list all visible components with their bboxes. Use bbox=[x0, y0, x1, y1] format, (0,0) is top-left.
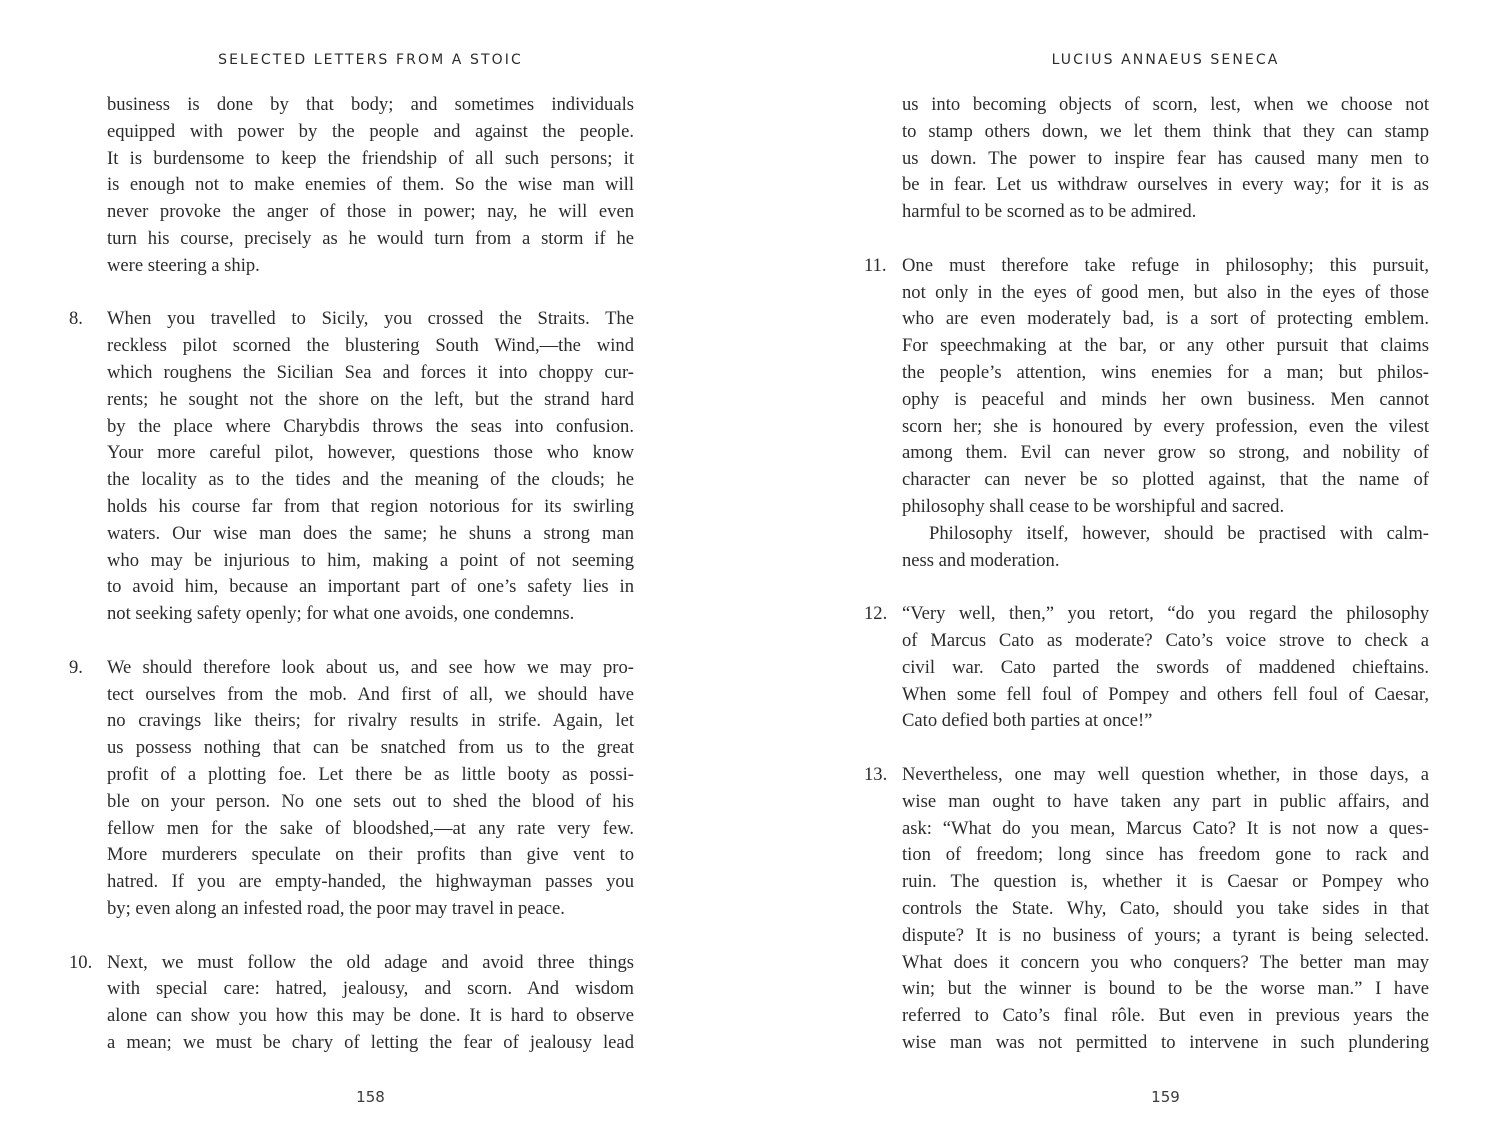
subparagraph-line: ness and moderation. bbox=[902, 549, 1060, 571]
section-number: 8. bbox=[69, 308, 83, 330]
text-line: When some fell foul of Pompey and others fell foul of Caesar, bbox=[902, 683, 1429, 705]
text-line: by; even along an infested road, the poor may travel in peace. bbox=[107, 897, 565, 919]
text-line: ble on your person. No one sets out to shed the blood of his bbox=[107, 790, 634, 812]
running-head-book-title: SELECTED LETTERS FROM A STOIC bbox=[218, 52, 523, 68]
section-number: 10. bbox=[69, 951, 93, 973]
text-line: profit of a plotting foe. Let there be as little booty as possi- bbox=[107, 763, 634, 785]
text-line: us down. The power to inspire fear has caused many men to bbox=[902, 147, 1429, 169]
text-line: ophy is peaceful and minds her own business. Men cannot bbox=[902, 388, 1429, 410]
continuation-paragraph bbox=[902, 92, 1429, 226]
text-line: hatred. If you are empty-handed, the highwayman passes you bbox=[107, 871, 634, 893]
text-line: win; but the winner is bound to be the worse man.” I have bbox=[902, 978, 1429, 1000]
text-line: harmful to be scorned as to be admired. bbox=[902, 201, 1197, 223]
text-line: reckless pilot scorned the blustering South Wind,—the wind bbox=[107, 335, 634, 357]
text-line: never provoke the anger of those in power; nay, he will even bbox=[107, 201, 634, 223]
text-line: What does it concern you who conquers? The better man may bbox=[902, 951, 1429, 973]
text-line: rents; he sought not the shore on the left, but the strand hard bbox=[107, 388, 634, 410]
text-line: More murderers speculate on their profits than give vent to bbox=[107, 844, 634, 866]
running-head-author: LUCIUS ANNAEUS SENECA bbox=[1051, 52, 1280, 68]
page-number: 158 bbox=[356, 1088, 385, 1106]
text-line: scorn her; she is honoured by every profession, even the vilest bbox=[902, 415, 1429, 437]
subparagraph-line: Philosophy itself, however, should be practised with calm- bbox=[929, 522, 1429, 544]
continuation-paragraph bbox=[107, 92, 634, 280]
text-line: us possess nothing that can be snatched from us to the great bbox=[107, 737, 634, 759]
text-line: ruin. The question is, whether it is Caesar or Pompey who bbox=[902, 871, 1429, 893]
text-line: turn his course, precisely as he would turn from a storm if he bbox=[107, 227, 634, 249]
text-line: us into becoming objects of scorn, lest, when we choose not bbox=[902, 94, 1429, 115]
text-line: not seeking safety openly; for what one avoids, one condemns. bbox=[107, 603, 575, 625]
text-line: waters. Our wise man does the same; he shuns a strong man bbox=[107, 522, 634, 544]
text-line: philosophy shall cease to be worshipful and sacred. bbox=[902, 495, 1285, 517]
text-line: business is done by that body; and sometimes individuals bbox=[107, 94, 634, 115]
text-line: tion of freedom; long since has freedom gone to rack and bbox=[902, 844, 1429, 866]
text-line: who are even moderately bad, is a sort of protecting emblem. bbox=[902, 308, 1429, 330]
text-line: referred to Cato’s final rôle. But even in previous years the bbox=[902, 1005, 1429, 1027]
page-number: 159 bbox=[1151, 1088, 1180, 1106]
right-page bbox=[750, 0, 1500, 1143]
text-line: to avoid him, because an important part of one’s safety lies in bbox=[107, 576, 634, 598]
text-line: alone can show you how this may be done. It is hard to observe bbox=[107, 1005, 634, 1027]
text-line: One must therefore take refuge in philosophy; this pursuit, bbox=[902, 254, 1429, 276]
text-line: to stamp others down, we let them think that they can stamp bbox=[902, 120, 1429, 142]
text-line: with special care: hatred, jealousy, and scorn. And wisdom bbox=[107, 978, 634, 1000]
text-line: civil war. Cato parted the swords of maddened chieftains. bbox=[902, 656, 1429, 678]
text-line: “Very well, then,” you retort, “do you regard the philosophy bbox=[902, 603, 1429, 625]
text-line: were steering a ship. bbox=[107, 254, 260, 276]
text-line: Next, we must follow the old adage and avoid three things bbox=[107, 951, 634, 973]
text-line: among them. Evil can never grow so strong, and nobility of bbox=[902, 442, 1429, 464]
text-line: For speechmaking at the bar, or any other pursuit that claims bbox=[902, 335, 1429, 357]
text-line: character can never be so plotted against, that the name of bbox=[902, 469, 1429, 491]
text-line: who may be injurious to him, making a point of not seeming bbox=[107, 549, 634, 571]
section-13 bbox=[864, 762, 1429, 1057]
text-line: wise man was not permitted to intervene in such plundering bbox=[902, 1031, 1429, 1053]
text-line: which roughens the Sicilian Sea and forces it into choppy cur- bbox=[107, 361, 634, 383]
text-line: dispute? It is no business of yours; a tyrant is being selected. bbox=[902, 924, 1429, 946]
text-line: We should therefore look about us, and see how we may pro- bbox=[107, 656, 634, 678]
section-8 bbox=[69, 306, 634, 628]
text-line: When you travelled to Sicily, you crossed the Straits. The bbox=[107, 308, 634, 330]
text-line: ask: “What do you mean, Marcus Cato? It is not now a ques- bbox=[902, 817, 1429, 839]
text-line: the locality as to the tides and the meaning of the clouds; he bbox=[107, 469, 634, 491]
text-line: Nevertheless, one may well question whether, in those days, a bbox=[902, 763, 1429, 785]
text-line: wise man ought to have taken any part in public affairs, and bbox=[902, 790, 1429, 812]
section-9 bbox=[69, 655, 634, 923]
right-page-body bbox=[864, 92, 1429, 1083]
section-number: 9. bbox=[69, 656, 83, 678]
text-line: no cravings like theirs; for rivalry results in strife. Again, let bbox=[107, 710, 634, 732]
text-line: is enough not to make enemies of them. So the wise man will bbox=[107, 174, 634, 196]
section-12 bbox=[864, 601, 1429, 735]
section-10 bbox=[69, 950, 634, 1057]
text-line: the people’s attention, wins enemies for a man; but philos- bbox=[902, 361, 1429, 383]
section-number: 12. bbox=[864, 603, 888, 625]
text-line: be in fear. Let us withdraw ourselves in every way; for it is as bbox=[902, 174, 1429, 196]
text-line: tect ourselves from the mob. And first of all, we should have bbox=[107, 683, 634, 705]
left-page-body bbox=[69, 92, 634, 1083]
section-number: 11. bbox=[864, 254, 887, 276]
text-line: equipped with power by the people and against the people. bbox=[107, 120, 634, 142]
text-line: controls the State. Why, Cato, should you take sides in that bbox=[902, 897, 1429, 919]
text-line: not only in the eyes of good men, but also in the eyes of those bbox=[902, 281, 1429, 303]
text-line: Cato defied both parties at once!” bbox=[902, 710, 1153, 732]
text-line: of Marcus Cato as moderate? Cato’s voice strove to check a bbox=[902, 629, 1429, 651]
section-11 bbox=[864, 253, 1429, 575]
text-line: by the place where Charybdis throws the seas into confusion. bbox=[107, 415, 634, 437]
text-line: fellow men for the sake of bloodshed,—at any rate very few. bbox=[107, 817, 634, 839]
text-line: holds his course far from that region notorious for its swirling bbox=[107, 495, 634, 517]
text-line: Your more careful pilot, however, questions those who know bbox=[107, 442, 634, 464]
section-number: 13. bbox=[864, 763, 888, 785]
text-line: a mean; we must be chary of letting the fear of jealousy lead bbox=[107, 1031, 634, 1053]
text-line: It is burdensome to keep the friendship of all such persons; it bbox=[107, 147, 634, 169]
